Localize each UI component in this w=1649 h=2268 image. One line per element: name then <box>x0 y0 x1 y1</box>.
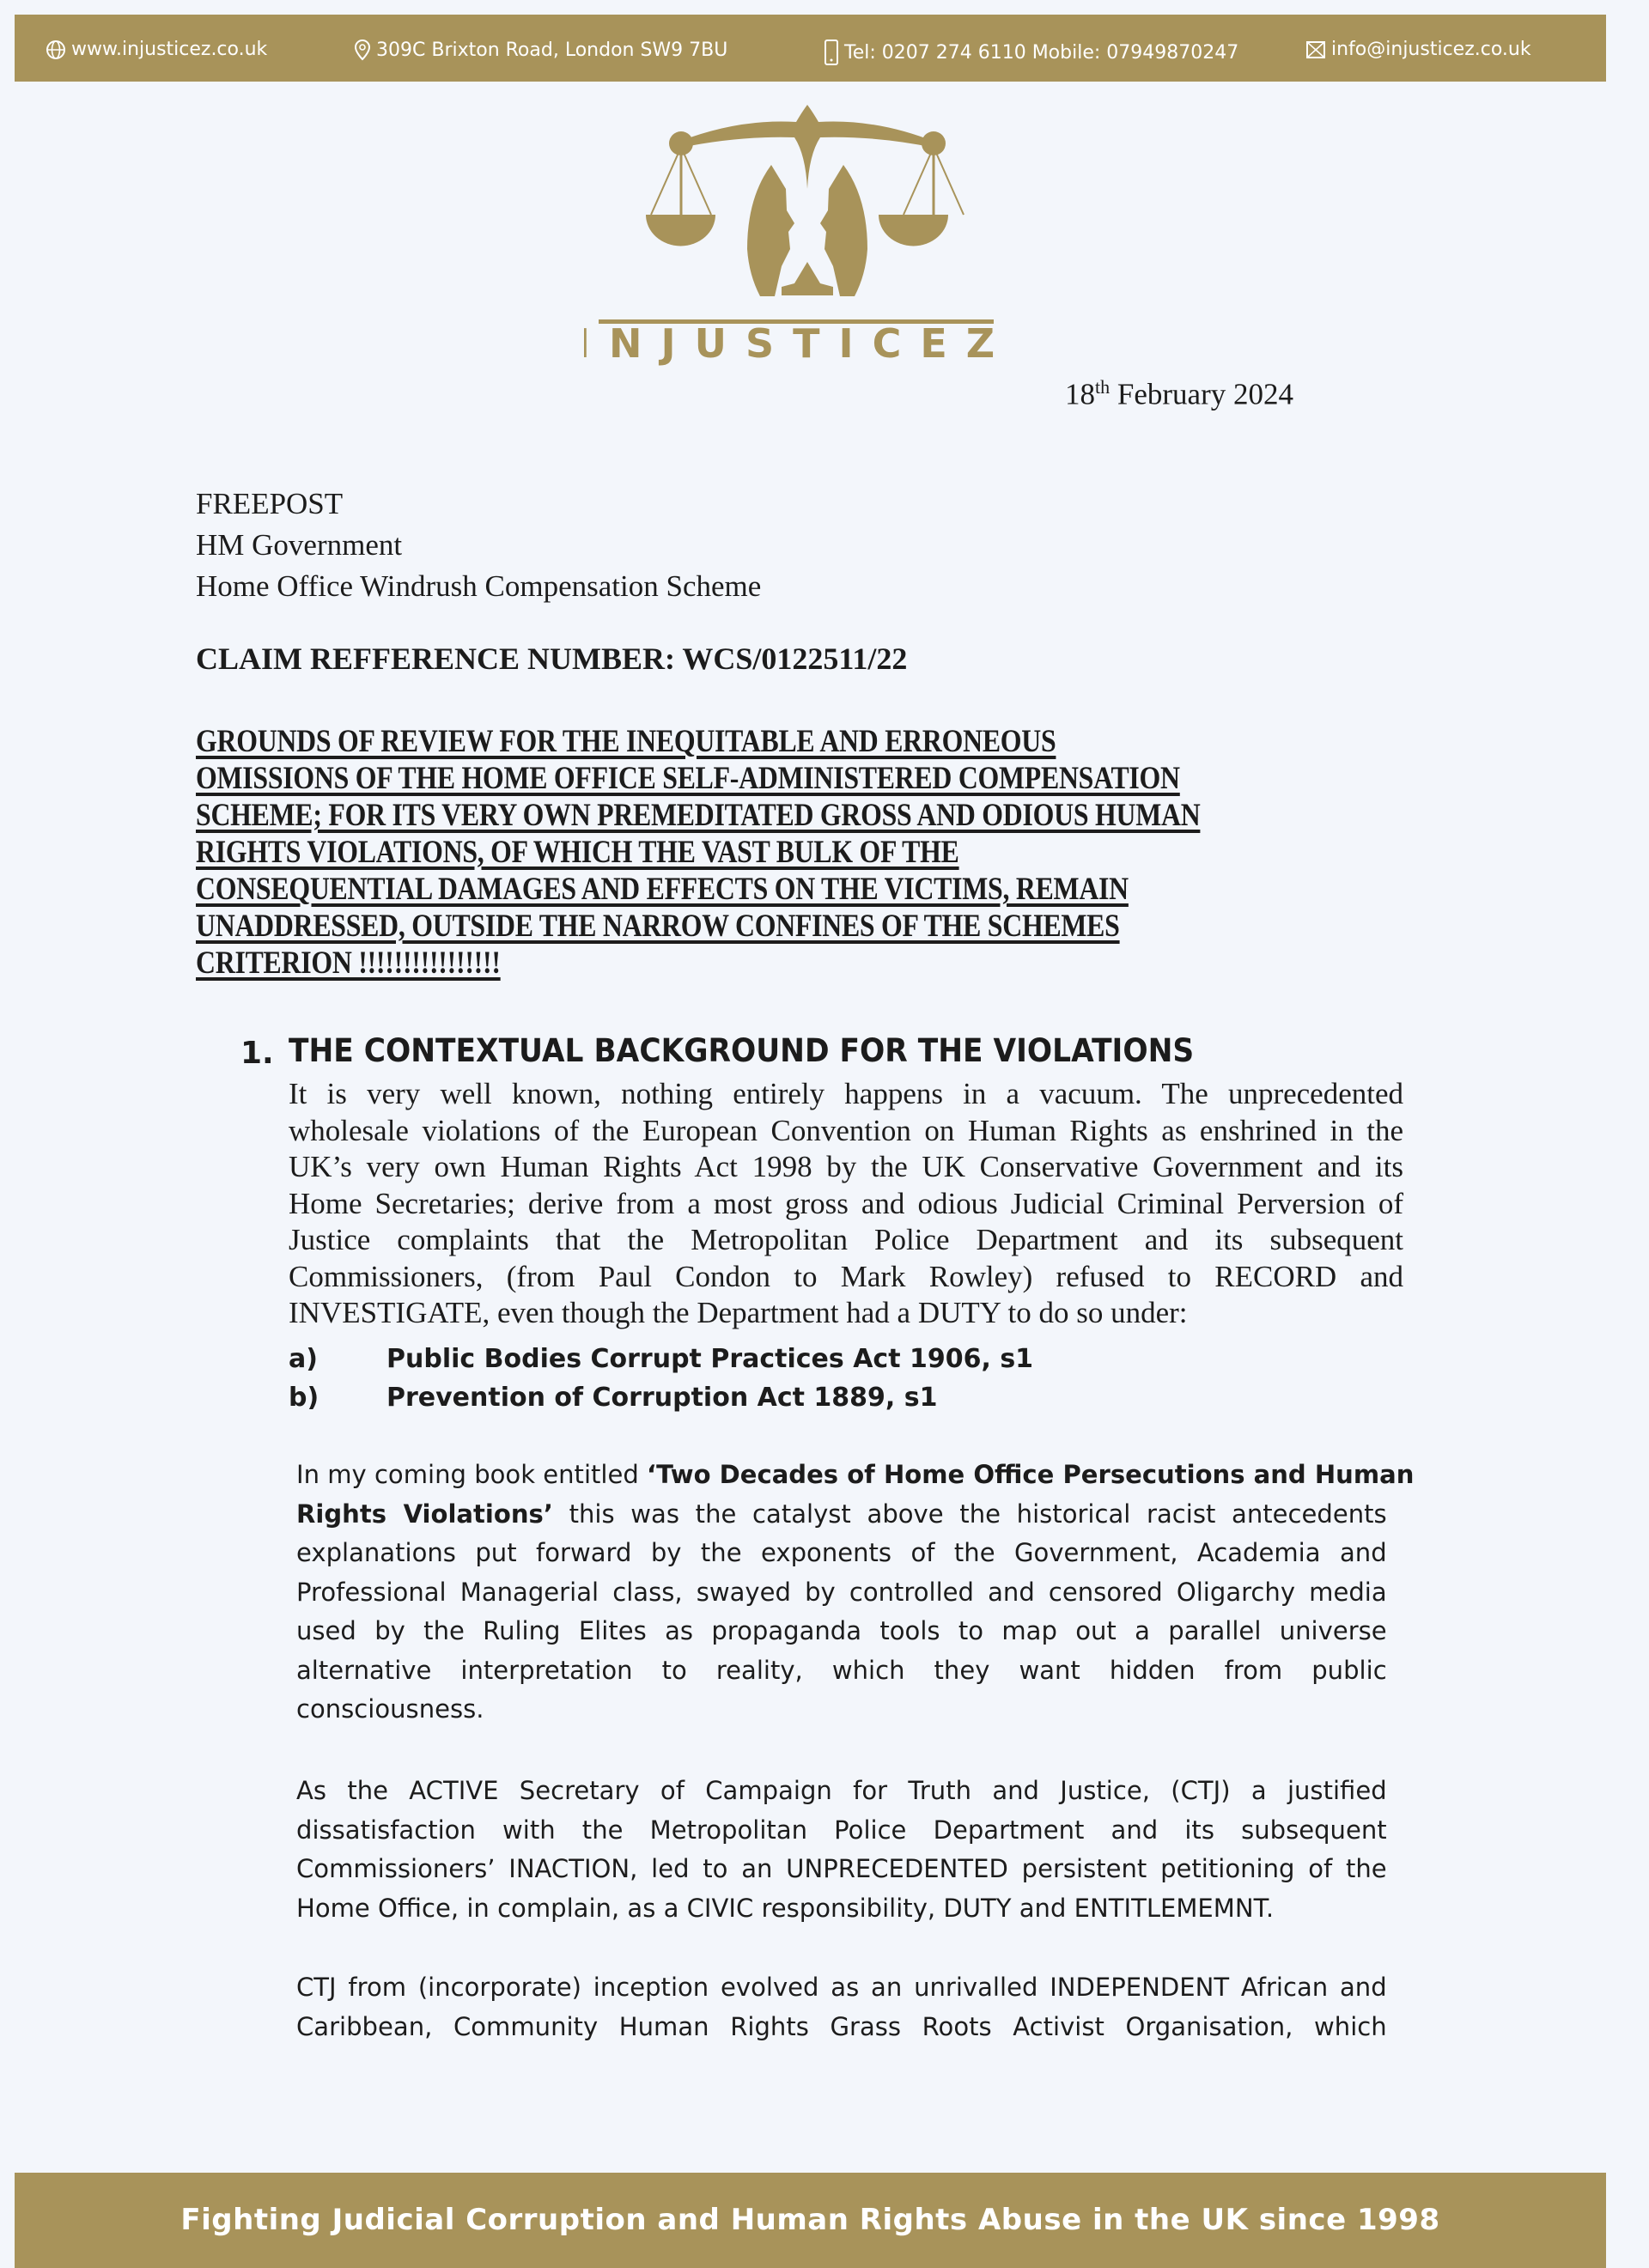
paragraph-ctj-secretary <box>296 1772 1403 1928</box>
recipient-line: HM Government <box>196 528 403 562</box>
text-run: this was the catalyst above the historical racist antecedents <box>552 1499 1387 1529</box>
address-item <box>354 39 727 61</box>
grounds-line: RIGHTS VIOLATIONS, OF WHICH THE VAST BULK OF THE <box>196 835 959 870</box>
paragraph-line: Commissioners, (from Paul Condon to Mark Rowley) refused to RECORD and <box>289 1259 1403 1293</box>
grounds-line: OMISSIONS OF THE HOME OFFICE SELF-ADMINISTERED COMPENSATION <box>196 761 1180 796</box>
paragraph-line: consciousness. <box>296 1694 484 1724</box>
address-text: 309C Brixton Road, London SW9 7BU <box>376 39 728 61</box>
phone-icon <box>824 39 839 66</box>
paragraph-book <box>296 1456 1415 1730</box>
email-link[interactable]: info@injusticez.co.uk <box>1331 39 1531 60</box>
book-title: ‘Two Decades of Home Office Persecutions and Human <box>647 1460 1415 1489</box>
paragraph-line: Commissioners’ INACTION, led to an UNPRECEDENTED persistent petitioning of the <box>296 1854 1387 1883</box>
paragraph-line: Justice complaints that the Metropolitan Police Department and its subsequent <box>289 1223 1403 1256</box>
header-contact-band <box>15 15 1606 82</box>
date-day: 18 <box>1065 377 1095 411</box>
paragraph-line: wholesale violations of the European Convention on Human Rights as enshrined in the <box>289 1113 1403 1147</box>
recipient-line: Home Office Windrush Compensation Scheme <box>196 569 762 603</box>
statute-item <box>289 1378 1033 1417</box>
footer-tagline: Fighting Judicial Corruption and Human Rights Abuse in the UK since 1998 <box>180 2203 1440 2237</box>
paragraph-ctj-origin <box>296 1968 1403 2046</box>
grounds-line: CONSEQUENTIAL DAMAGES AND EFFECTS ON THE VICTIMS, REMAIN <box>196 872 1129 907</box>
paragraph-line: alternative interpretation to reality, which they want hidden from public <box>296 1655 1387 1685</box>
paragraph-line: CTJ from (incorporate) inception evolved as an unrivalled INDEPENDENT African and <box>296 1973 1387 2002</box>
website-item[interactable] <box>46 39 267 60</box>
logo-wordmark: INJUSTICEZ <box>584 320 1014 367</box>
scales-of-justice-logo-icon <box>584 94 1031 369</box>
section-heading: THE CONTEXTUAL BACKGROUND FOR THE VIOLATIONS <box>289 1032 1195 1069</box>
paragraph-line: Home Secretaries; derive from a most gross and odious Judicial Criminal Perversion of <box>289 1186 1403 1220</box>
book-title: Rights Violations’ <box>296 1499 553 1529</box>
grounds-line: GROUNDS OF REVIEW FOR THE INEQUITABLE AND ERRONEOUS <box>196 724 1056 759</box>
paragraph-line: dissatisfaction with the Metropolitan Police Department and its subsequent <box>296 1815 1387 1845</box>
paragraph-line: explanations put forward by the exponents of the Government, Academia and <box>296 1538 1387 1567</box>
letter-date <box>1065 376 1293 412</box>
claim-reference: CLAIM REFFERENCE NUMBER: WCS/0122511/22 <box>196 641 908 676</box>
paragraph-context <box>289 1076 1403 1332</box>
paragraph-line: It is very well known, nothing entirely happens in a vacuum. The unprecedented <box>289 1077 1403 1110</box>
grounds-line: CRITERION !!!!!!!!!!!!!!!! <box>196 946 501 981</box>
mail-icon <box>1305 40 1326 59</box>
statute-name: Public Bodies Corrupt Practices Act 1906, s1 <box>386 1344 1034 1374</box>
statute-list <box>289 1340 1033 1417</box>
grounds-line: SCHEME; FOR ITS VERY OWN PREMEDITATED GROSS AND ODIOUS HUMAN <box>196 798 1201 833</box>
footer-tagline-band <box>15 2173 1606 2268</box>
list-marker: b) <box>289 1383 319 1413</box>
paragraph-line: used by the Ruling Elites as propaganda tools to map out a parallel universe <box>296 1616 1387 1645</box>
logo <box>584 94 1031 369</box>
date-month-year: February 2024 <box>1110 377 1293 411</box>
list-marker: a) <box>289 1344 318 1374</box>
paragraph-line <box>296 1495 1387 1535</box>
statute-name: Prevention of Corruption Act 1889, s1 <box>386 1383 938 1413</box>
date-suffix: th <box>1095 376 1110 398</box>
phone-text: Tel: 0207 274 6110 Mobile: 07949870247 <box>844 41 1239 64</box>
recipient-address <box>196 483 761 607</box>
phone-item <box>824 39 1238 66</box>
paragraph-line: INVESTIGATE, even though the Department had a DUTY to do so under: <box>289 1296 1188 1329</box>
paragraph-line <box>296 1456 1415 1495</box>
paragraph-line: Caribbean, Community Human Rights Grass Roots Activist Organisation, which <box>296 2011 1387 2041</box>
recipient-line: FREEPOST <box>196 487 344 520</box>
paragraph-line: UK’s very own Human Rights Act 1998 by the UK Conservative Government and its <box>289 1150 1403 1183</box>
paragraph-line: Professional Managerial class, swayed by controlled and censored Oligarchy media <box>296 1577 1387 1607</box>
paragraph-line: As the ACTIVE Secretary of Campaign for Truth and Justice, (CTJ) a justified <box>296 1776 1387 1805</box>
statute-item <box>289 1340 1033 1378</box>
text-run: In my coming book entitled <box>296 1460 648 1489</box>
section-number: 1. <box>240 1036 274 1071</box>
email-item[interactable] <box>1305 39 1531 60</box>
globe-icon <box>46 40 66 60</box>
grounds-line: UNADDRESSED, OUTSIDE THE NARROW CONFINES OF THE SCHEMES <box>196 909 1120 944</box>
location-pin-icon <box>354 39 371 61</box>
website-link[interactable]: www.injusticez.co.uk <box>71 39 268 60</box>
paragraph-line: Home Office, in complain, as a CIVIC responsibility, DUTY and ENTITLEMEMNT. <box>296 1893 1275 1923</box>
grounds-title <box>196 723 1364 982</box>
